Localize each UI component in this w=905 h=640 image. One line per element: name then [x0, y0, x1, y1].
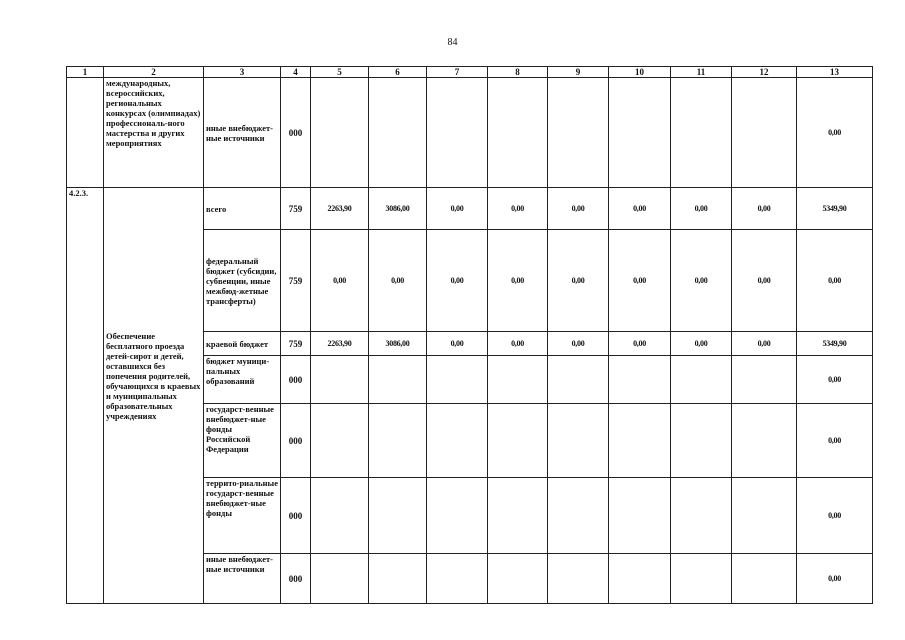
- value-cell: [427, 356, 488, 404]
- value-cell: 0,00: [427, 230, 488, 332]
- value-cell: 0,00: [488, 332, 548, 356]
- source-cell: иные внебюджет-ные источники: [204, 78, 281, 188]
- value-cell: 0,00: [609, 332, 671, 356]
- total-cell: 0,00: [797, 230, 873, 332]
- index-cell: [67, 78, 104, 188]
- value-cell: 2263,90: [311, 188, 369, 230]
- table-row: [67, 188, 873, 230]
- value-cell: 0,00: [427, 188, 488, 230]
- value-cell: [427, 554, 488, 604]
- value-cell: [548, 404, 609, 478]
- value-cell: [609, 478, 671, 554]
- value-cell: [369, 404, 427, 478]
- source-cell: краевой бюджет: [204, 332, 281, 356]
- total-cell: 5349,90: [797, 332, 873, 356]
- value-cell: [732, 404, 797, 478]
- value-cell: 0,00: [548, 188, 609, 230]
- index-cell: 4.2.3.: [67, 188, 104, 604]
- value-cell: 0,00: [732, 188, 797, 230]
- col-header: 6: [369, 67, 427, 78]
- value-cell: 2263,90: [311, 332, 369, 356]
- value-cell: [488, 404, 548, 478]
- source-cell: бюджет муници-пальных образований: [204, 356, 281, 404]
- value-cell: 0,00: [732, 230, 797, 332]
- col-header: 7: [427, 67, 488, 78]
- total-cell: 0,00: [797, 356, 873, 404]
- value-cell: [311, 404, 369, 478]
- value-cell: [548, 554, 609, 604]
- col-header: 13: [797, 67, 873, 78]
- value-cell: [732, 78, 797, 188]
- page-number: 84: [447, 37, 458, 48]
- value-cell: [311, 356, 369, 404]
- value-cell: [548, 356, 609, 404]
- value-cell: 3086,00: [369, 188, 427, 230]
- value-cell: [427, 78, 488, 188]
- value-cell: [671, 404, 732, 478]
- col-header: 9: [548, 67, 609, 78]
- col-header: 5: [311, 67, 369, 78]
- code-cell: 759: [281, 332, 311, 356]
- value-cell: [369, 78, 427, 188]
- col-header: 2: [104, 67, 204, 78]
- source-cell: государст-венные внебюджет-ные фонды Российской Федерации: [204, 404, 281, 478]
- col-header: 8: [488, 67, 548, 78]
- col-header: 10: [609, 67, 671, 78]
- code-cell: 759: [281, 230, 311, 332]
- continuation-row: [67, 78, 873, 188]
- value-cell: 0,00: [671, 230, 732, 332]
- value-cell: [732, 356, 797, 404]
- code-cell: 000: [281, 404, 311, 478]
- value-cell: [488, 478, 548, 554]
- code-cell: 000: [281, 554, 311, 604]
- value-cell: [609, 78, 671, 188]
- value-cell: 0,00: [609, 230, 671, 332]
- value-cell: [548, 78, 609, 188]
- measure-name-cell: Обеспечение бесплатного проезда детей-сирот и детей, оставшихся без попечения родителей, обучающихся в краевых и муниципальных образовательных учреждениях: [104, 188, 204, 604]
- value-cell: 0,00: [609, 188, 671, 230]
- value-cell: [671, 554, 732, 604]
- value-cell: 3086,00: [369, 332, 427, 356]
- value-cell: 0,00: [427, 332, 488, 356]
- value-cell: 0,00: [488, 230, 548, 332]
- value-cell: 0,00: [671, 188, 732, 230]
- value-cell: [427, 478, 488, 554]
- col-header: 11: [671, 67, 732, 78]
- header-row: [67, 67, 873, 78]
- value-cell: [488, 356, 548, 404]
- value-cell: [311, 478, 369, 554]
- value-cell: [427, 404, 488, 478]
- source-cell: всего: [204, 188, 281, 230]
- col-header: 4: [281, 67, 311, 78]
- source-cell: террито-риальные государст-венные внебюджет-ные фонды: [204, 478, 281, 554]
- value-cell: 0,00: [488, 188, 548, 230]
- source-cell: иные внебюджет-ные источники: [204, 554, 281, 604]
- value-cell: [369, 554, 427, 604]
- value-cell: [732, 554, 797, 604]
- value-cell: [609, 404, 671, 478]
- code-cell: 000: [281, 478, 311, 554]
- col-header: 3: [204, 67, 281, 78]
- value-cell: [369, 356, 427, 404]
- value-cell: [548, 478, 609, 554]
- code-cell: 000: [281, 356, 311, 404]
- value-cell: [671, 478, 732, 554]
- value-cell: 0,00: [548, 332, 609, 356]
- code-cell: 759: [281, 188, 311, 230]
- value-cell: [671, 78, 732, 188]
- value-cell: [311, 78, 369, 188]
- value-cell: 0,00: [548, 230, 609, 332]
- col-header: 12: [732, 67, 797, 78]
- value-cell: [488, 78, 548, 188]
- total-cell: 0,00: [797, 554, 873, 604]
- measure-name-cell: международных, всероссийских, региональных конкурсах (олимпиадах) профессиональ-ного мастерства и других мероприятиях: [104, 78, 204, 188]
- value-cell: 0,00: [671, 332, 732, 356]
- value-cell: [609, 356, 671, 404]
- value-cell: [671, 356, 732, 404]
- value-cell: [369, 478, 427, 554]
- value-cell: 0,00: [369, 230, 427, 332]
- col-header: 1: [67, 67, 104, 78]
- code-cell: 000: [281, 78, 311, 188]
- source-cell: федеральный бюджет (субсидии, субвенции, иные межбюд-жетные трансферты): [204, 230, 281, 332]
- budget-table: [66, 66, 873, 604]
- total-cell: 0,00: [797, 404, 873, 478]
- total-cell: 0,00: [797, 478, 873, 554]
- value-cell: 0,00: [732, 332, 797, 356]
- value-cell: [488, 554, 548, 604]
- value-cell: [609, 554, 671, 604]
- total-cell: 5349,90: [797, 188, 873, 230]
- value-cell: 0,00: [311, 230, 369, 332]
- value-cell: [732, 478, 797, 554]
- total-cell: 0,00: [797, 78, 873, 188]
- value-cell: [311, 554, 369, 604]
